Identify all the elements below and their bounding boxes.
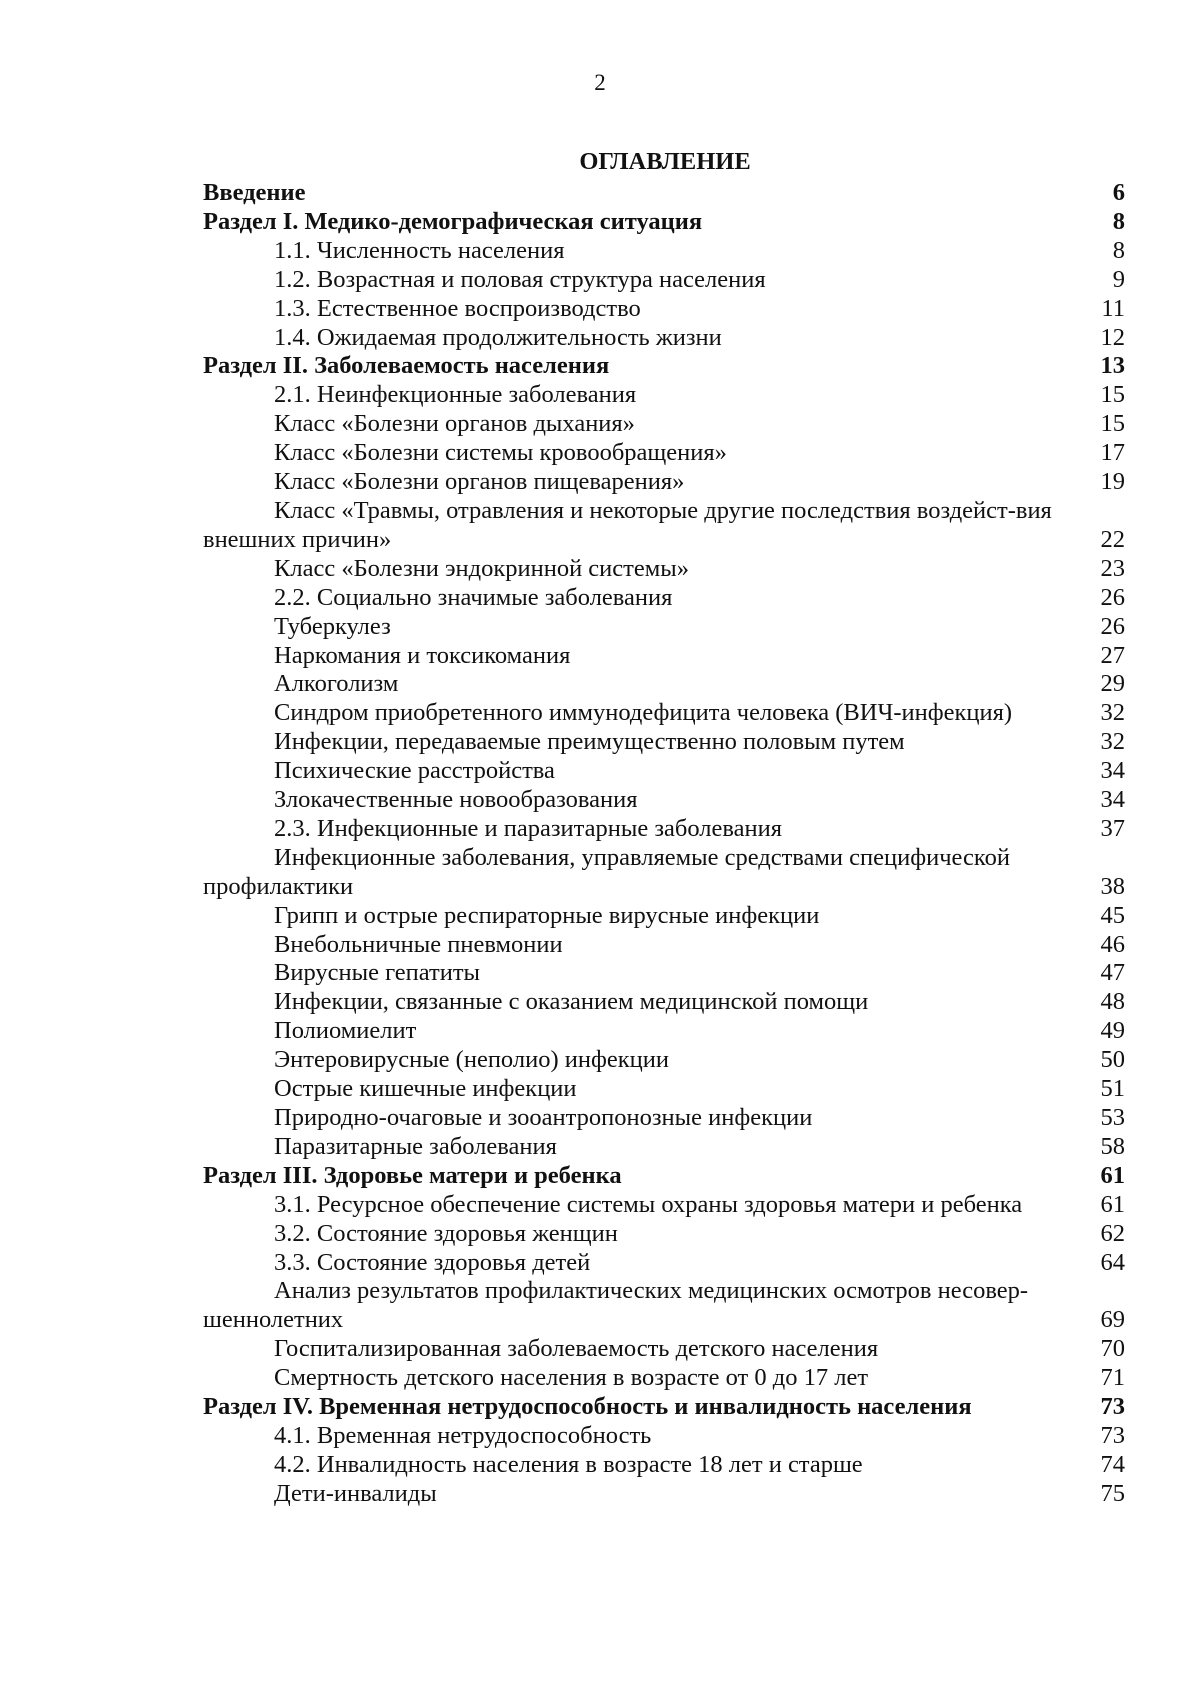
toc-entry-label: Анализ результатов профилактических медицинских осмотров несовер-шеннолетних	[203, 1277, 1029, 1334]
toc-entry-label: Класс «Болезни органов пищеварения»	[274, 468, 685, 496]
toc-entry-page: 53	[1100, 1104, 1125, 1131]
toc-entry-label: Грипп и острые респираторные вирусные инфекции	[274, 901, 820, 929]
toc-entry-page: 15	[1100, 410, 1125, 438]
toc-entry[interactable]	[203, 902, 1125, 931]
toc-entry-page: 58	[1100, 1132, 1125, 1160]
toc-entry-label: Класс «Болезни эндокринной системы»	[274, 554, 689, 582]
toc-entry-label: Класс «Травмы, отравления и некоторые другие последствия воздейст-вия внешних причин»	[203, 496, 1052, 553]
toc-entry[interactable]	[203, 642, 1125, 671]
toc-entry[interactable]	[203, 1277, 1125, 1335]
toc-entry-page: 22	[1100, 525, 1125, 553]
toc-entry-page: 69	[1100, 1306, 1125, 1334]
toc-entry[interactable]	[203, 439, 1125, 468]
toc-entry-page: 46	[1100, 930, 1125, 958]
toc-entry[interactable]	[203, 381, 1125, 410]
toc-entry-label: Острые кишечные инфекции	[274, 1075, 577, 1103]
toc-entry-label: Смертность детского населения в возрасте от 0 до 17 лет	[274, 1364, 869, 1392]
toc-entry[interactable]	[203, 1162, 1125, 1191]
toc-entry-label: Инфекции, передаваемые преимущественно половым путем	[274, 728, 905, 756]
toc-entry-label: Госпитализированная заболеваемость детского населения	[274, 1335, 879, 1363]
toc-entry-label: Алкоголизм	[274, 670, 399, 698]
toc-entry-page: 32	[1100, 699, 1125, 727]
toc-entry-page: 29	[1100, 670, 1125, 698]
toc-entry-label: Внебольничные пневмонии	[274, 930, 563, 958]
toc-entry[interactable]	[203, 670, 1125, 699]
toc-entry-page: 64	[1100, 1248, 1125, 1276]
toc-entry-label: 1.1. Численность населения	[274, 236, 565, 264]
toc-entry-page: 15	[1100, 381, 1125, 409]
toc-entry-page: 26	[1100, 583, 1125, 611]
toc-entry-page: 74	[1100, 1450, 1125, 1478]
toc-entry-page: 26	[1100, 612, 1125, 640]
toc-entry-label: 2.3. Инфекционные и паразитарные заболевания	[274, 814, 782, 842]
toc-entry[interactable]	[203, 1249, 1125, 1278]
toc-entry-page: 19	[1100, 468, 1125, 496]
toc-entry-page: 34	[1100, 786, 1125, 814]
toc-entry-page: 9	[1112, 265, 1125, 293]
toc-entry[interactable]	[203, 555, 1125, 584]
toc-entry-label: Раздел IV. Временная нетрудоспособность и инвалидность населения	[203, 1393, 972, 1421]
toc-entry[interactable]	[203, 1046, 1125, 1075]
table-of-contents	[203, 179, 1125, 1509]
toc-entry[interactable]	[203, 757, 1125, 786]
toc-entry-page: 70	[1100, 1335, 1125, 1363]
toc-entry-page: 48	[1100, 988, 1125, 1016]
toc-entry[interactable]	[203, 410, 1125, 439]
toc-entry[interactable]	[203, 1017, 1125, 1046]
toc-entry[interactable]	[203, 988, 1125, 1017]
toc-entry-page: 75	[1100, 1479, 1125, 1507]
toc-entry-page: 50	[1100, 1046, 1125, 1074]
toc-entry-label: 1.2. Возрастная и половая структура населения	[274, 265, 766, 293]
toc-entry[interactable]	[203, 959, 1125, 988]
toc-entry-page: 47	[1100, 959, 1125, 987]
toc-entry-label: Полиомиелит	[274, 1017, 417, 1045]
toc-entry[interactable]	[203, 208, 1125, 237]
toc-entry-label: 1.3. Естественное воспроизводство	[274, 294, 641, 322]
toc-entry-label: Туберкулез	[274, 612, 391, 640]
toc-entry[interactable]	[203, 1335, 1125, 1364]
toc-entry-page: 34	[1100, 757, 1125, 785]
toc-entry[interactable]	[203, 815, 1125, 844]
toc-entry[interactable]	[203, 468, 1125, 497]
toc-entry-label: Инфекции, связанные с оказанием медицинской помощи	[274, 988, 869, 1016]
toc-entry-label: Природно-очаговые и зооантропонозные инфекции	[274, 1104, 813, 1131]
toc-entry[interactable]	[203, 1451, 1125, 1480]
toc-entry[interactable]	[203, 1220, 1125, 1249]
toc-entry[interactable]	[203, 324, 1125, 353]
toc-entry-label: 2.1. Неинфекционные заболевания	[274, 381, 637, 409]
toc-entry-page: 61	[1100, 1161, 1125, 1189]
toc-entry[interactable]	[203, 1191, 1125, 1220]
toc-entry-page: 51	[1100, 1075, 1125, 1103]
toc-entry[interactable]	[203, 1422, 1125, 1451]
toc-entry-label: Дети-инвалиды	[274, 1479, 437, 1507]
toc-entry[interactable]	[203, 1104, 1125, 1133]
toc-entry[interactable]	[203, 1393, 1125, 1422]
toc-entry-page: 23	[1100, 554, 1125, 582]
toc-entry[interactable]	[203, 844, 1125, 902]
toc-entry-page: 12	[1100, 323, 1125, 351]
toc-entry[interactable]	[203, 613, 1125, 642]
toc-entry-label: 1.4. Ожидаемая продолжительность жизни	[274, 323, 722, 351]
toc-entry-label: Энтеровирусные (неполио) инфекции	[274, 1046, 669, 1074]
toc-entry[interactable]	[203, 295, 1125, 324]
toc-entry-page: 6	[1112, 179, 1125, 206]
toc-entry-page: 38	[1100, 872, 1125, 900]
toc-entry-page: 8	[1112, 207, 1125, 235]
toc-entry-label: 3.2. Состояние здоровья женщин	[274, 1219, 618, 1247]
toc-entry-label: Раздел III. Здоровье матери и ребенка	[203, 1161, 622, 1189]
toc-entry-label: Инфекционные заболевания, управляемые средствами специфической профилактики	[203, 843, 1010, 900]
toc-entry-page: 45	[1100, 901, 1125, 929]
toc-entry-page: 62	[1100, 1219, 1125, 1247]
toc-entry-label: Психические расстройства	[274, 757, 555, 785]
toc-entry-label: 4.1. Временная нетрудоспособность	[274, 1421, 652, 1449]
toc-entry[interactable]	[203, 1480, 1125, 1509]
toc-entry-page: 27	[1100, 641, 1125, 669]
toc-entry-page: 73	[1100, 1393, 1125, 1421]
toc-entry-page: 8	[1112, 236, 1125, 264]
toc-entry[interactable]	[203, 786, 1125, 815]
toc-entry-page: 11	[1101, 294, 1125, 322]
toc-entry-label: 2.2. Социально значимые заболевания	[274, 583, 673, 611]
toc-entry-label: Класс «Болезни органов дыхания»	[274, 410, 635, 438]
page-title: ОГЛАВЛЕНИЕ	[579, 148, 751, 175]
toc-entry-page: 32	[1100, 728, 1125, 756]
toc-entry[interactable]	[203, 1133, 1125, 1162]
toc-entry-label: Вирусные гепатиты	[274, 959, 481, 987]
toc-entry-label: Паразитарные заболевания	[274, 1132, 557, 1160]
toc-entry-label: Наркомания и токсикомания	[274, 641, 571, 669]
toc-entry-page: 73	[1100, 1421, 1125, 1449]
toc-entry-label: Раздел II. Заболеваемость населения	[203, 352, 610, 380]
page-number: 2	[594, 70, 606, 95]
toc-entry-label: Раздел I. Медико-демографическая ситуация	[203, 207, 703, 235]
toc-entry-label: Синдром приобретенного иммунодефицита человека (ВИЧ-инфекция)	[274, 699, 1013, 727]
toc-entry-label: 3.1. Ресурсное обеспечение системы охраны здоровья матери и ребенка	[274, 1190, 1023, 1218]
toc-entry[interactable]	[203, 266, 1125, 295]
toc-entry-page: 61	[1100, 1190, 1125, 1218]
toc-entry-page: 49	[1100, 1017, 1125, 1045]
toc-entry[interactable]	[203, 352, 1125, 381]
toc-entry[interactable]	[203, 584, 1125, 613]
toc-entry-label: Введение	[203, 179, 306, 206]
toc-entry-label: Злокачественные новообразования	[274, 786, 638, 814]
toc-entry[interactable]	[203, 237, 1125, 266]
toc-entry[interactable]	[203, 699, 1125, 728]
toc-entry-label: Класс «Болезни системы кровообращения»	[274, 439, 727, 467]
toc-entry[interactable]	[203, 1364, 1125, 1393]
toc-entry[interactable]	[203, 497, 1125, 555]
toc-entry[interactable]	[203, 728, 1125, 757]
toc-entry-page: 71	[1100, 1364, 1125, 1392]
toc-entry-page: 13	[1100, 352, 1125, 380]
toc-entry-label: 4.2. Инвалидность населения в возрасте 18 лет и старше	[274, 1450, 863, 1478]
toc-entry-page: 37	[1100, 814, 1125, 842]
toc-entry[interactable]	[203, 179, 1125, 208]
toc-entry-label: 3.3. Состояние здоровья детей	[274, 1248, 591, 1276]
toc-entry[interactable]	[203, 931, 1125, 960]
toc-entry-page: 17	[1100, 439, 1125, 467]
toc-entry[interactable]	[203, 1075, 1125, 1104]
